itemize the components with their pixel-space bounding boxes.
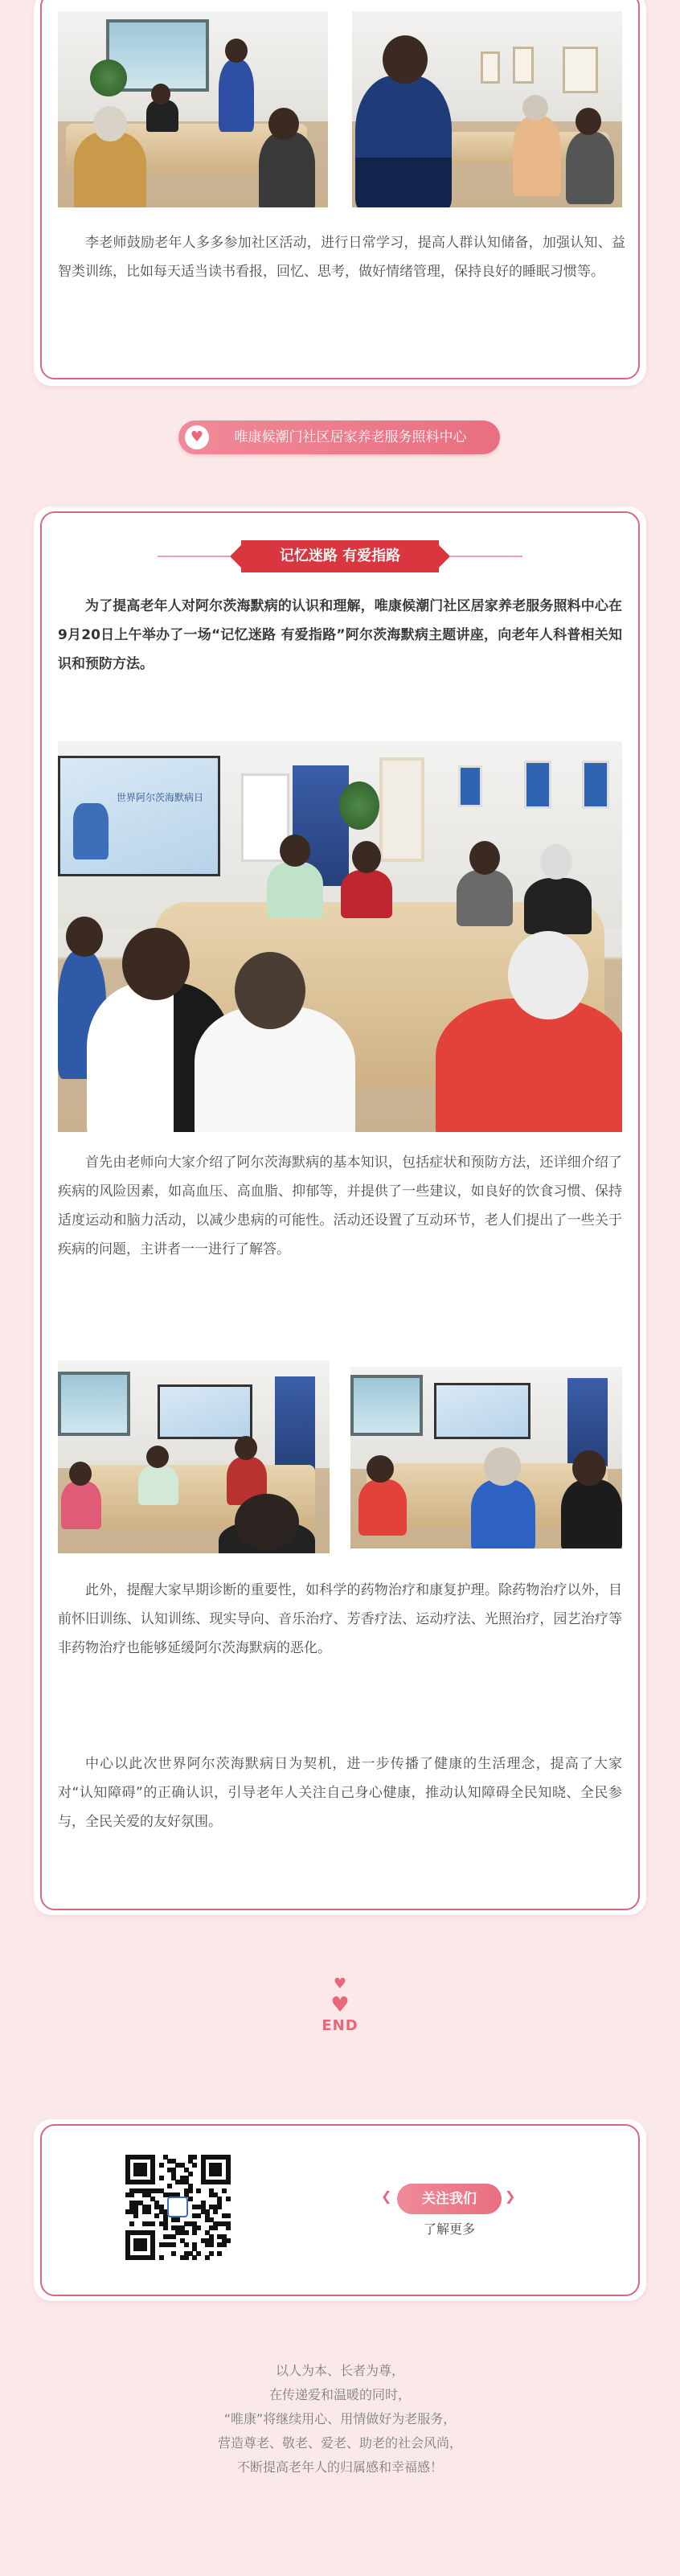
ribbon-divider-right bbox=[450, 556, 522, 557]
photo-activity-room bbox=[352, 11, 622, 207]
photo-lecture-hall bbox=[58, 741, 622, 1132]
screen-caption: 世界阿尔茨海默病日 bbox=[117, 792, 204, 803]
follow-us-button[interactable]: 关注我们 bbox=[397, 2184, 502, 2214]
footer-line-5: 不断提高老年人的归属感和幸福感！ bbox=[236, 2459, 443, 2475]
sparkle-icon: ❯ bbox=[505, 2188, 516, 2204]
ribbon-divider-left bbox=[158, 556, 230, 557]
end-text: END bbox=[322, 2017, 358, 2034]
article-paragraph-2: 此外，提醒大家早期诊断的重要性，如科学的药物治疗和康复护理。除药物治疗以外，目前怀旧训练、认知训练、现实导向、音乐治疗、芳香疗法、运动疗法、光照治疗，园艺治疗等非药物治疗也能够延缓阿尔茨海默病的恶化。 bbox=[58, 1582, 622, 1656]
article-paragraph-3: 中心以此次世界阿尔茨海默病日为契机，进一步传播了健康的生活理念，提高了大家对“认知障碍”的正确认识，引导老年人关注自己身心健康，推动认知障碍全民知晓、全民参与，全民关爱的友好氛围。 bbox=[58, 1756, 622, 1830]
top-card bbox=[40, 0, 640, 379]
heart-icon: ♥ bbox=[330, 1993, 350, 2017]
center-name-text: 唯康候潮门社区居家养老服务照料中心 bbox=[234, 429, 467, 445]
footer-line-4: 营造尊老、敬老、爱老、助老的社会风尚， bbox=[217, 2435, 462, 2451]
footer-line-2: 在传递爱和温暖的同时， bbox=[268, 2387, 411, 2402]
article-paragraph-1: 首先由老师向大家介绍了阿尔茨海默病的基本知识，包括症状和预防方法，还详细介绍了疾病的风险因素，如高血压、高血脂、抑郁等，并提供了一些建议，如良好的饮食习惯、保持适度运动和脑力活动，以减少患病的可能性。活动还设置了互动环节，老人们提出了一些关于疾病的问题，主讲者一一进行了解答。 bbox=[58, 1155, 622, 1257]
top-paragraph: 李老师鼓励老年人多多参加社区活动，进行日常学习，提高人群认知储备，加强认知、益智类训练，比如每天适当读书看报，回忆、思考，做好情绪管理，保持良好的睡眠习惯等。 bbox=[58, 235, 625, 280]
qr-code-icon bbox=[125, 2155, 230, 2259]
sparkle-icon: ❮ bbox=[381, 2188, 392, 2204]
heart-icon: ♥ bbox=[333, 1975, 347, 1992]
article-lead: 为了提高老年人对阿尔茨海默病的认识和理解，唯康候潮门社区居家养老服务照料中心在9月20日上午举办了一场“记忆迷路 有爱指路”阿尔茨海默病主题讲座，向老年人科普相关知识和预防方法。 bbox=[58, 598, 622, 672]
photo-lecture-left bbox=[58, 1360, 330, 1553]
article-title-ribbon: 记忆迷路 有爱指路 bbox=[241, 540, 439, 572]
photo-lecture-right bbox=[350, 1367, 622, 1548]
photo-lecture-teacher bbox=[58, 11, 328, 207]
center-name-label bbox=[178, 420, 500, 454]
heart-icon: ♥ bbox=[185, 425, 209, 449]
footer-line-1: 以人为本、长者为尊， bbox=[275, 2363, 404, 2378]
footer-line-3: “唯康”将继续用心、用情做好为老服务， bbox=[223, 2411, 457, 2426]
end-mark bbox=[305, 1974, 375, 2034]
learn-more-text: 了解更多 bbox=[423, 2221, 475, 2237]
